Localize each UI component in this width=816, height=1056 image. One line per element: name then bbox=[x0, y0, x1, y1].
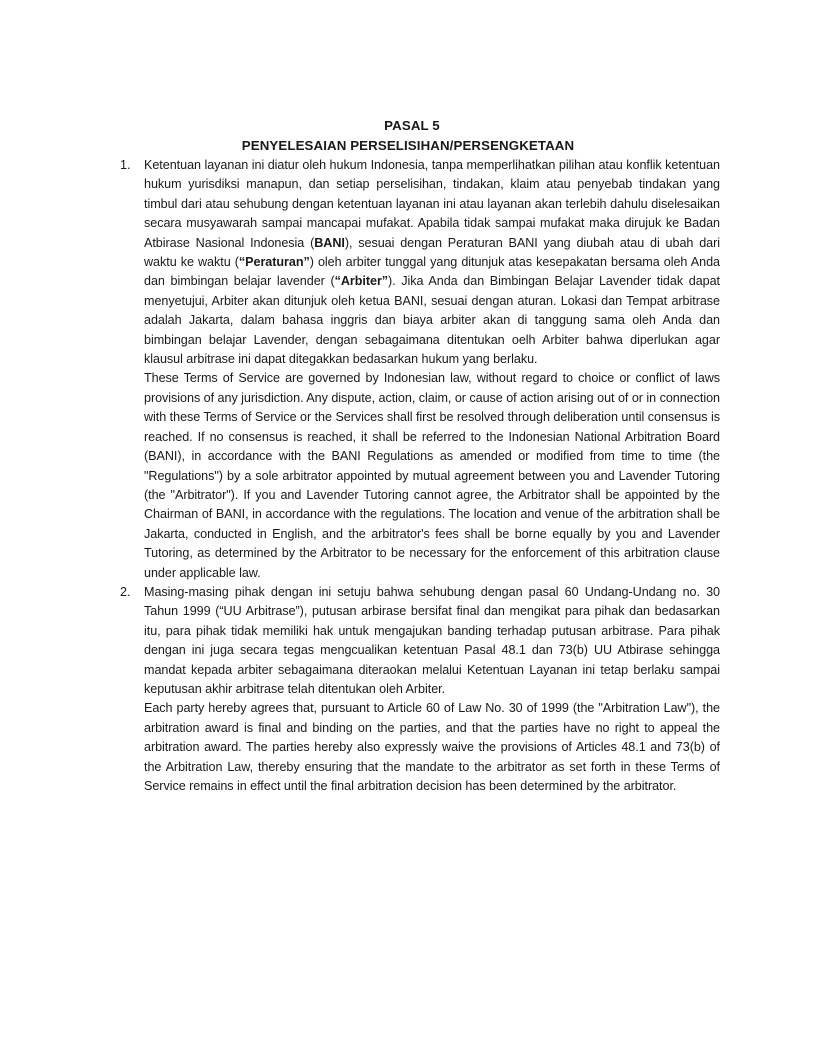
clause-2-english-text: Each party hereby agrees that, pursuant to Article 60 of Law No. 30 of 1999 (the "Arbitration Law"), the arbitration award is final and binding on the parties, and that the parties have no right to appeal the arbitration award. The parties hereby also expressly waive the provisions of Articles 48.1 and 73(b) of the Arbitration Law, thereby ensuring that the mandate to the arbitrator as set forth in these Terms of Service remains in effect until the final arbitration decision has been determined by the arbitrator. bbox=[144, 701, 720, 793]
clause-number: 1. bbox=[120, 158, 131, 172]
clause-item-1 bbox=[120, 156, 721, 583]
term-arbiter: “Arbiter” bbox=[334, 274, 389, 289]
article-title-heading: PENYELESAIAN PERSELISIHAN/PERSENGKETAAN bbox=[241, 138, 575, 153]
clause-1-indonesian-text: Ketentuan layanan ini diatur oleh hukum Indonesia, tanpa memperlihatkan pilihan atau konflik ketentuan hukum yurisdiksi manapun, dan setiap perselisihan, tindakan, klaim atau penyebab tindakan yang timbul dari atau sehubung dengan ketentuan layanan ini atau layanan akan terlebih dahulu diselesaikan secara musyawarah sampai mancapai mufakat. Apabila tidak sampai mufakat maka dirujuk ke Badan Atbirase Nasional Indonesia (BANI), sesuai dengan Peraturan BANI yang diubah atau di ubah dari waktu ke waktu (“Peraturan”) oleh arbiter tunggal yang ditunjuk atas kesepakatan bersama oleh Anda dan bimbingan belajar lavender (“Arbiter”). Jika Anda dan Bimbingan Belajar Lavender tidak dapat menyetujui, Arbiter akan ditunjuk oleh ketua BANI, sesuai dengan aturan. Lokasi dan Tempat arbitrase adalah Jakarta, dalam bahasa inggris dan biaya arbiter akan di tanggung sama oleh Anda dan bimbingan belajar Lavender, dengan sebagaimana ditentukan oelh Arbiter bahwa diperlukan agar klausul arbitrase ini dapat ditegakkan bedasarkan hukum yang berlaku. bbox=[144, 158, 721, 367]
clause-item-2 bbox=[120, 583, 720, 796]
term-peraturan: “Peraturan” bbox=[238, 255, 310, 270]
term-bani: BANI bbox=[314, 235, 345, 250]
clause-number: 2. bbox=[120, 584, 131, 599]
article-number-heading: PASAL 5 bbox=[384, 118, 440, 133]
clause-2-indonesian-text: Masing-masing pihak dengan ini setuju bahwa sehubung dengan pasal 60 Undang-Undang no. 30 Tahun 1999 (“UU Arbitrase”), putusan arbirase bersifat final dan mengikat para pihak dan bedasarkan itu, para pihak tidak memiliki hak untuk mengajukan banding terhadap putusan arbitrase. Para pihak dengan ini juga secara tegas mengcualikan ketentuan Pasal 48.1 dan 73(b) UU Atbirase sehingga mandat kepada arbiter sebagaimana diteraokan melalui Ketentuan Layanan ini tetap berlaku sampai keputusan akhir arbitrase telah ditentukan oleh Arbiter. bbox=[144, 584, 720, 696]
clause-1-english-text: These Terms of Service are governed by Indonesian law, without regard to choice or conflict of laws provisions of any jurisdiction. Any dispute, action, claim, or cause of action arising out of or in connection with these Terms of Service or the Services shall first be resolved through deliberation until consensus is reached. If no consensus is reached, it shall be referred to the Indonesian National Arbitration Board (BANI), in accordance with the BANI Regulations as amended or modified from time to time (the "Regulations") by a sole arbitrator appointed by mutual agreement between you and Lavender Tutoring (the "Arbitrator"). If you and Lavender Tutoring cannot agree, the Arbitrator shall be appointed by the Chairman of BANI, in accordance with the regulations. The location and venue of the arbitration shall be Jakarta, conducted in English, and the arbitrator's fees shall be borne equally by you and Lavender Tutoring, as determined by the Arbitrator to be necessary for the enforcement of this arbitration clause under applicable law. bbox=[144, 371, 720, 580]
clause-list bbox=[120, 156, 721, 796]
